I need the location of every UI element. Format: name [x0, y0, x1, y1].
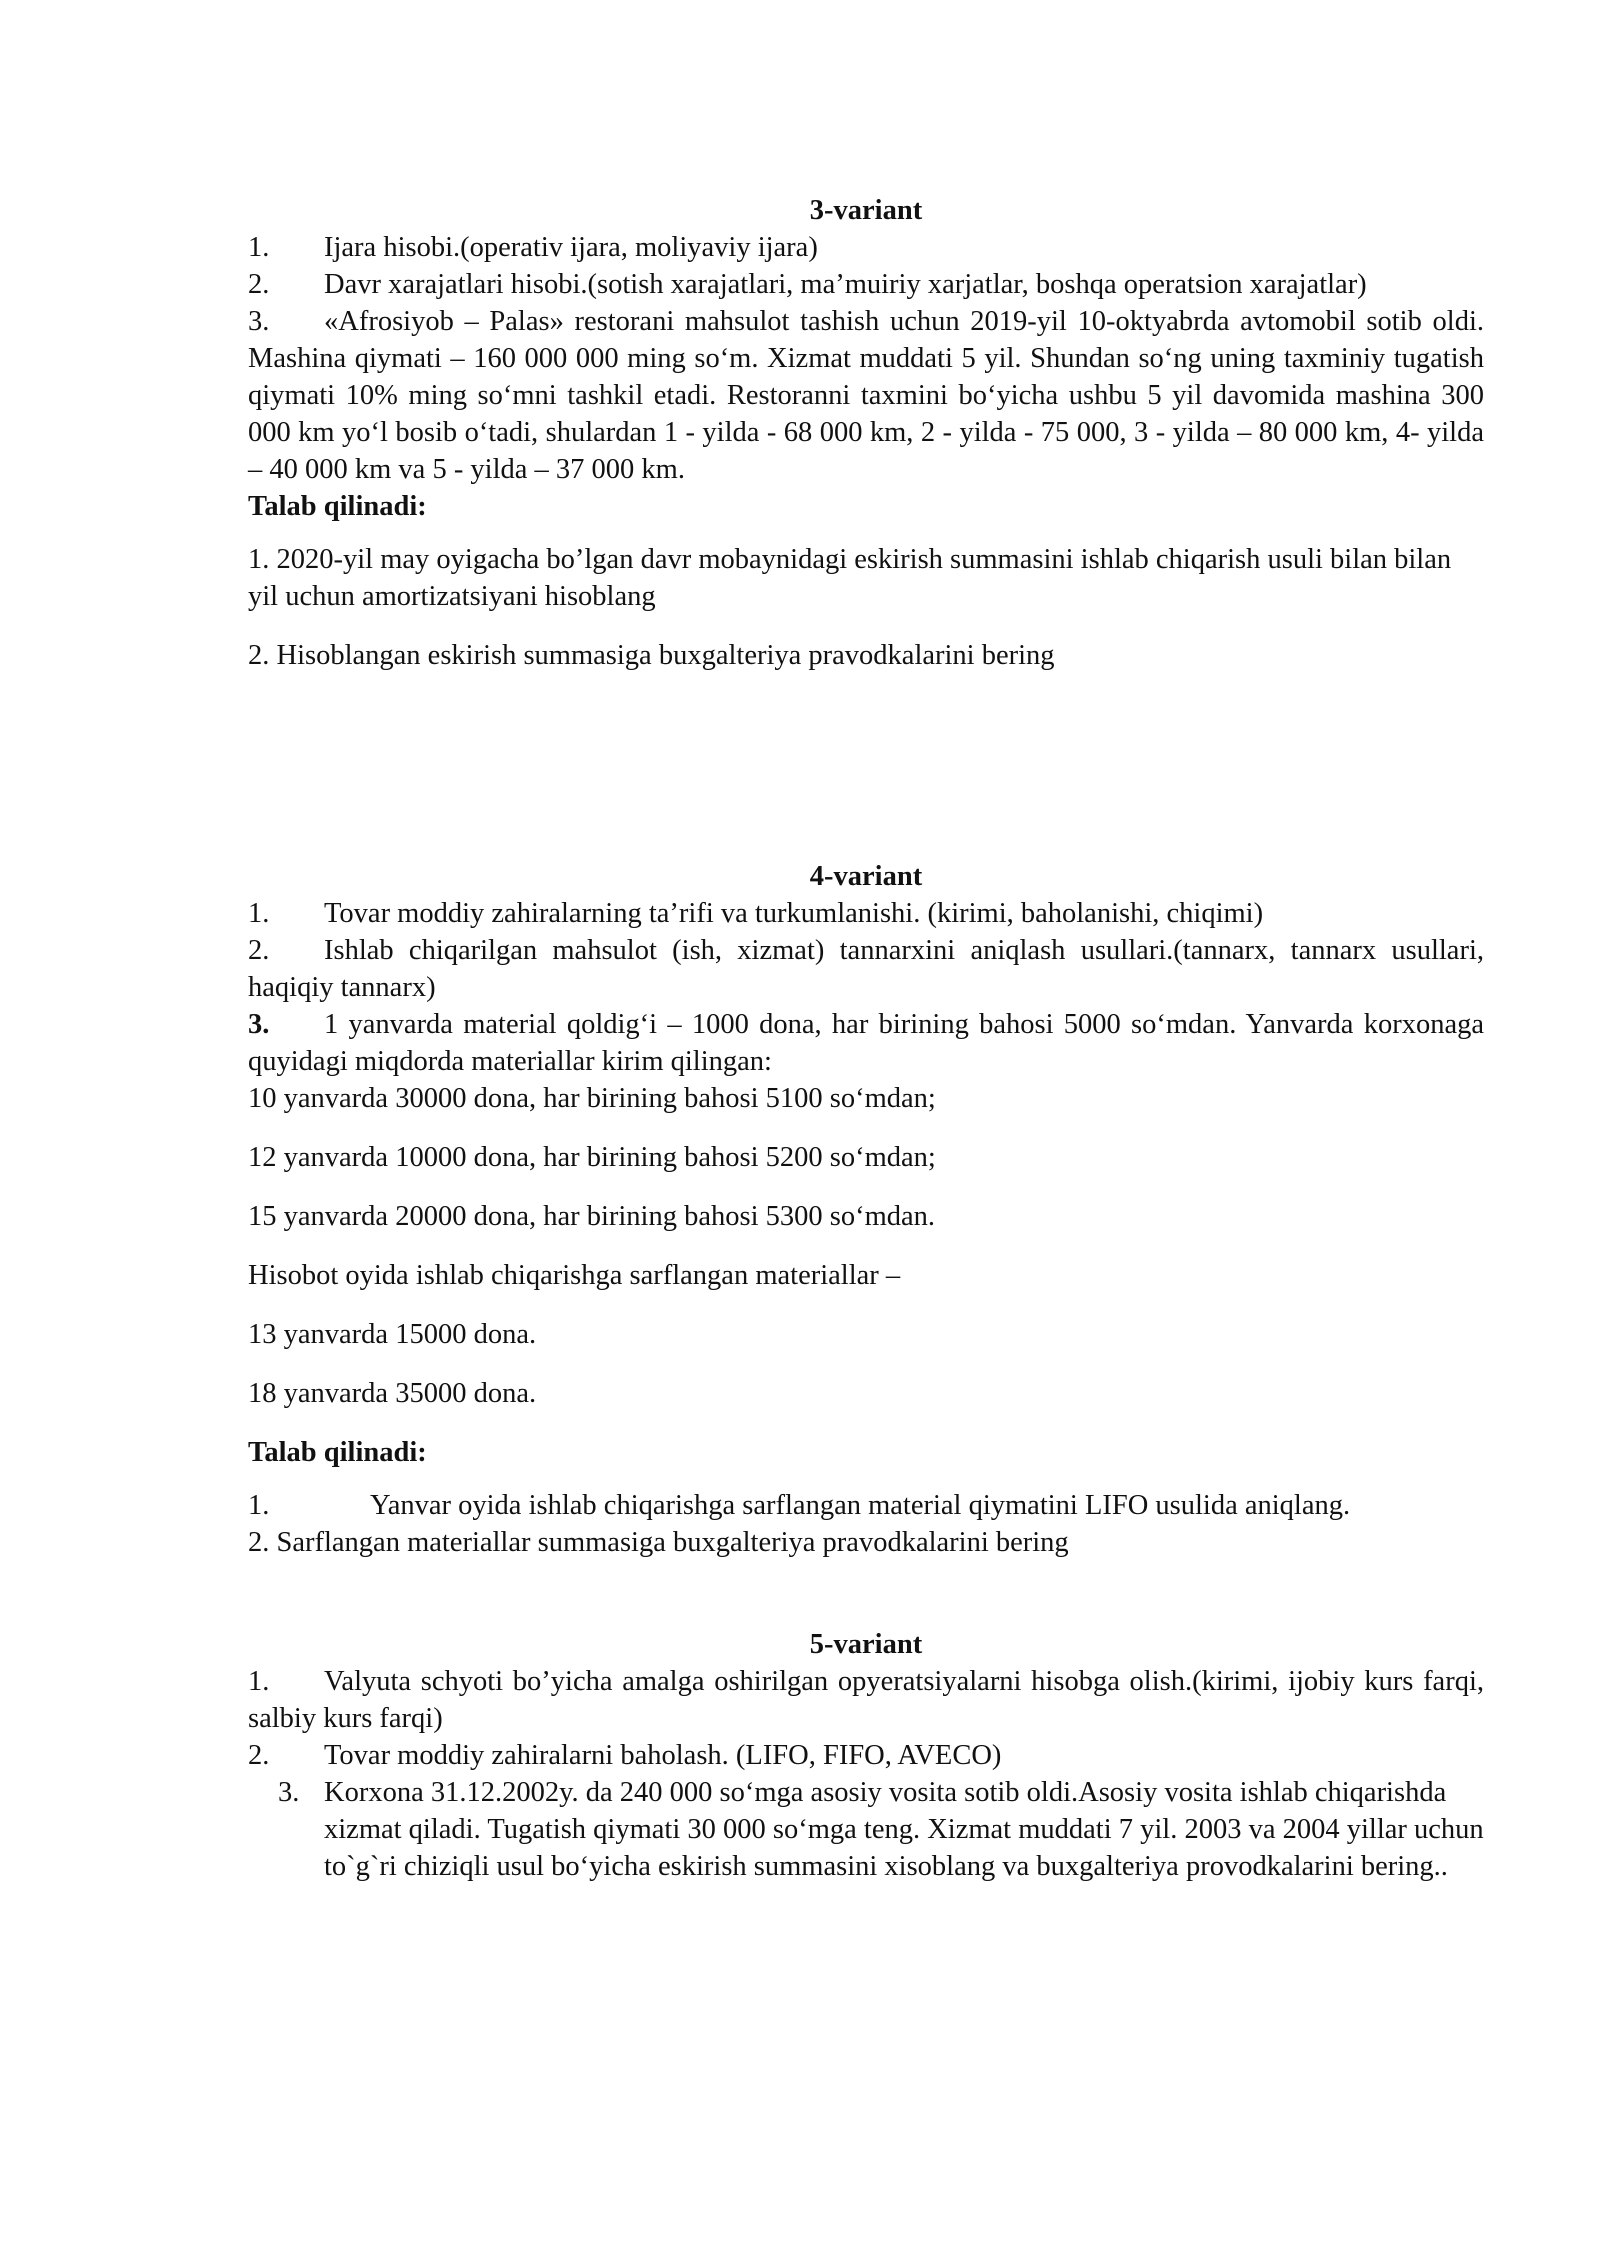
- variant-5-title: 5-variant: [809, 1629, 923, 1660]
- item-text: Tovar moddiy zahiralarning ta’rifi va turkumlanishi. (kirimi, baholanishi, chiqimi): [324, 898, 1264, 929]
- variant-4-line-5: 13 yanvarda 15000 dona.: [248, 1319, 537, 1350]
- variant-3-item-2: [248, 266, 1484, 303]
- variant-5-item-2: [248, 1737, 1484, 1774]
- variant-3-title: 3-variant: [809, 195, 923, 226]
- variant-3-task-heading: Talab qilinadi:: [248, 491, 427, 522]
- item-number: 2.: [248, 935, 270, 966]
- variant-3-item-1: [248, 229, 1484, 266]
- item-number: 3.: [248, 306, 270, 337]
- item-text: 1 yanvarda material qoldig‘i – 1000 dona, har birining bahosi 5000 so‘mdan. Yanvarda korxonaga quyidagi miqdorda materiallar kirim qilingan:: [248, 1009, 1484, 1077]
- variant-4-item-1: [248, 895, 1484, 932]
- variant-5-section: [248, 1626, 1484, 1885]
- item-text: Ishlab chiqarilgan mahsulot (ish, xizmat) tannarxini aniqlash usullari.(tannarx, tannarx usullari, haqiqiy tannarx): [248, 935, 1484, 1003]
- item-number: 1.: [248, 1666, 270, 1697]
- variant-3-item-3: [248, 303, 1484, 488]
- variant-4-line-1: 10 yanvarda 30000 dona, har birining bahosi 5100 so‘mdan;: [248, 1083, 936, 1114]
- variant-4-section: [248, 858, 1484, 1561]
- item-text: Davr xarajatlari hisobi.(sotish xarajatlari, ma’muiriy xarjatlar, boshqa operatsion xarajatlar): [324, 269, 1367, 300]
- variant-5-item-1: [248, 1663, 1484, 1737]
- variant-4-line-2: 12 yanvarda 10000 dona, har birining bahosi 5200 so‘mdan;: [248, 1142, 936, 1173]
- variant-3-task-1: 1. 2020-yil may oyigacha bo’lgan davr mobaynidagi eskirish summasini ishlab chiqarish usuli bilan bilan yil uchun amortizatsiyani hisoblang: [248, 544, 1452, 612]
- item-number: 1.: [248, 232, 270, 263]
- variant-4-item-3: [248, 1006, 1484, 1080]
- item-text: Yanvar oyida ishlab chiqarishga sarflangan material qiymatini LIFO usulida aniqlang.: [370, 1490, 1351, 1521]
- variant-4-line-3: 15 yanvarda 20000 dona, har birining bahosi 5300 so‘mdan.: [248, 1201, 936, 1232]
- variant-5-item-3: [278, 1774, 1484, 1885]
- variant-4-task-2: 2. Sarflangan materiallar summasiga buxgalteriya pravodkalarini bering: [248, 1527, 1069, 1558]
- variant-4-task-heading: Talab qilinadi:: [248, 1437, 427, 1468]
- item-text: «Afrosiyob – Palas» restorani mahsulot tashish uchun 2019-yil 10-oktyabrda avtomobil sotib oldi. Mashina qiymati – 160 000 000 ming so‘m. Xizmat muddati 5 yil. Shundan so‘ng uning taxminiy tugatish qiymati 10% ming so‘mni tashkil etadi. Restoranni taxmini bo‘yicha ushbu 5 yil davomida mashina 300 000 km yo‘l bosib o‘tadi, shulardan 1 - yilda - 68 000 km, 2 - yilda - 75 000, 3 - yilda – 80 000 km, 4- yilda – 40 000 km va 5 - yilda – 37 000 km.: [248, 306, 1484, 485]
- variant-4-line-4: Hisobot oyida ishlab chiqarishga sarflangan materiallar –: [248, 1260, 901, 1291]
- item-number: 1.: [248, 1490, 270, 1521]
- variant-4-line-6: 18 yanvarda 35000 dona.: [248, 1378, 537, 1409]
- variant-4-task-1: [248, 1487, 1484, 1524]
- variant-4-title: 4-variant: [809, 861, 923, 892]
- item-text: Tovar moddiy zahiralarni baholash. (LIFO, FIFO, AVECO): [324, 1740, 1002, 1771]
- item-number: 1.: [248, 898, 270, 929]
- variant-3-task-2: 2. Hisoblangan eskirish summasiga buxgalteriya pravodkalarini bering: [248, 640, 1055, 671]
- item-text: Korxona 31.12.2002y. da 240 000 so‘mga asosiy vosita sotib oldi.Asosiy vosita ishlab chiqarishda xizmat qiladi. Tugatish qiymati 30 000 so‘mga teng. Xizmat muddati 7 yil. 2003 va 2004 yillar uchun to`g`ri chiziqli usul bo‘yicha eskirish summasini xisoblang va buxgalteriya provodkalarini bering..: [324, 1777, 1484, 1882]
- variant-4-item-2: [248, 932, 1484, 1006]
- item-text: Ijara hisobi.(operativ ijara, moliyaviy ijara): [324, 232, 818, 263]
- item-number: 2.: [248, 269, 270, 300]
- item-number: 3.: [278, 1777, 300, 1808]
- item-number: 3.: [248, 1009, 270, 1040]
- item-number: 2.: [248, 1740, 270, 1771]
- item-text: Valyuta schyoti bo’yicha amalga oshirilgan opyeratsiyalarni hisobga olish.(kirimi, ijobiy kurs farqi, salbiy kurs farqi): [248, 1666, 1484, 1734]
- variant-3-section: [248, 192, 1484, 674]
